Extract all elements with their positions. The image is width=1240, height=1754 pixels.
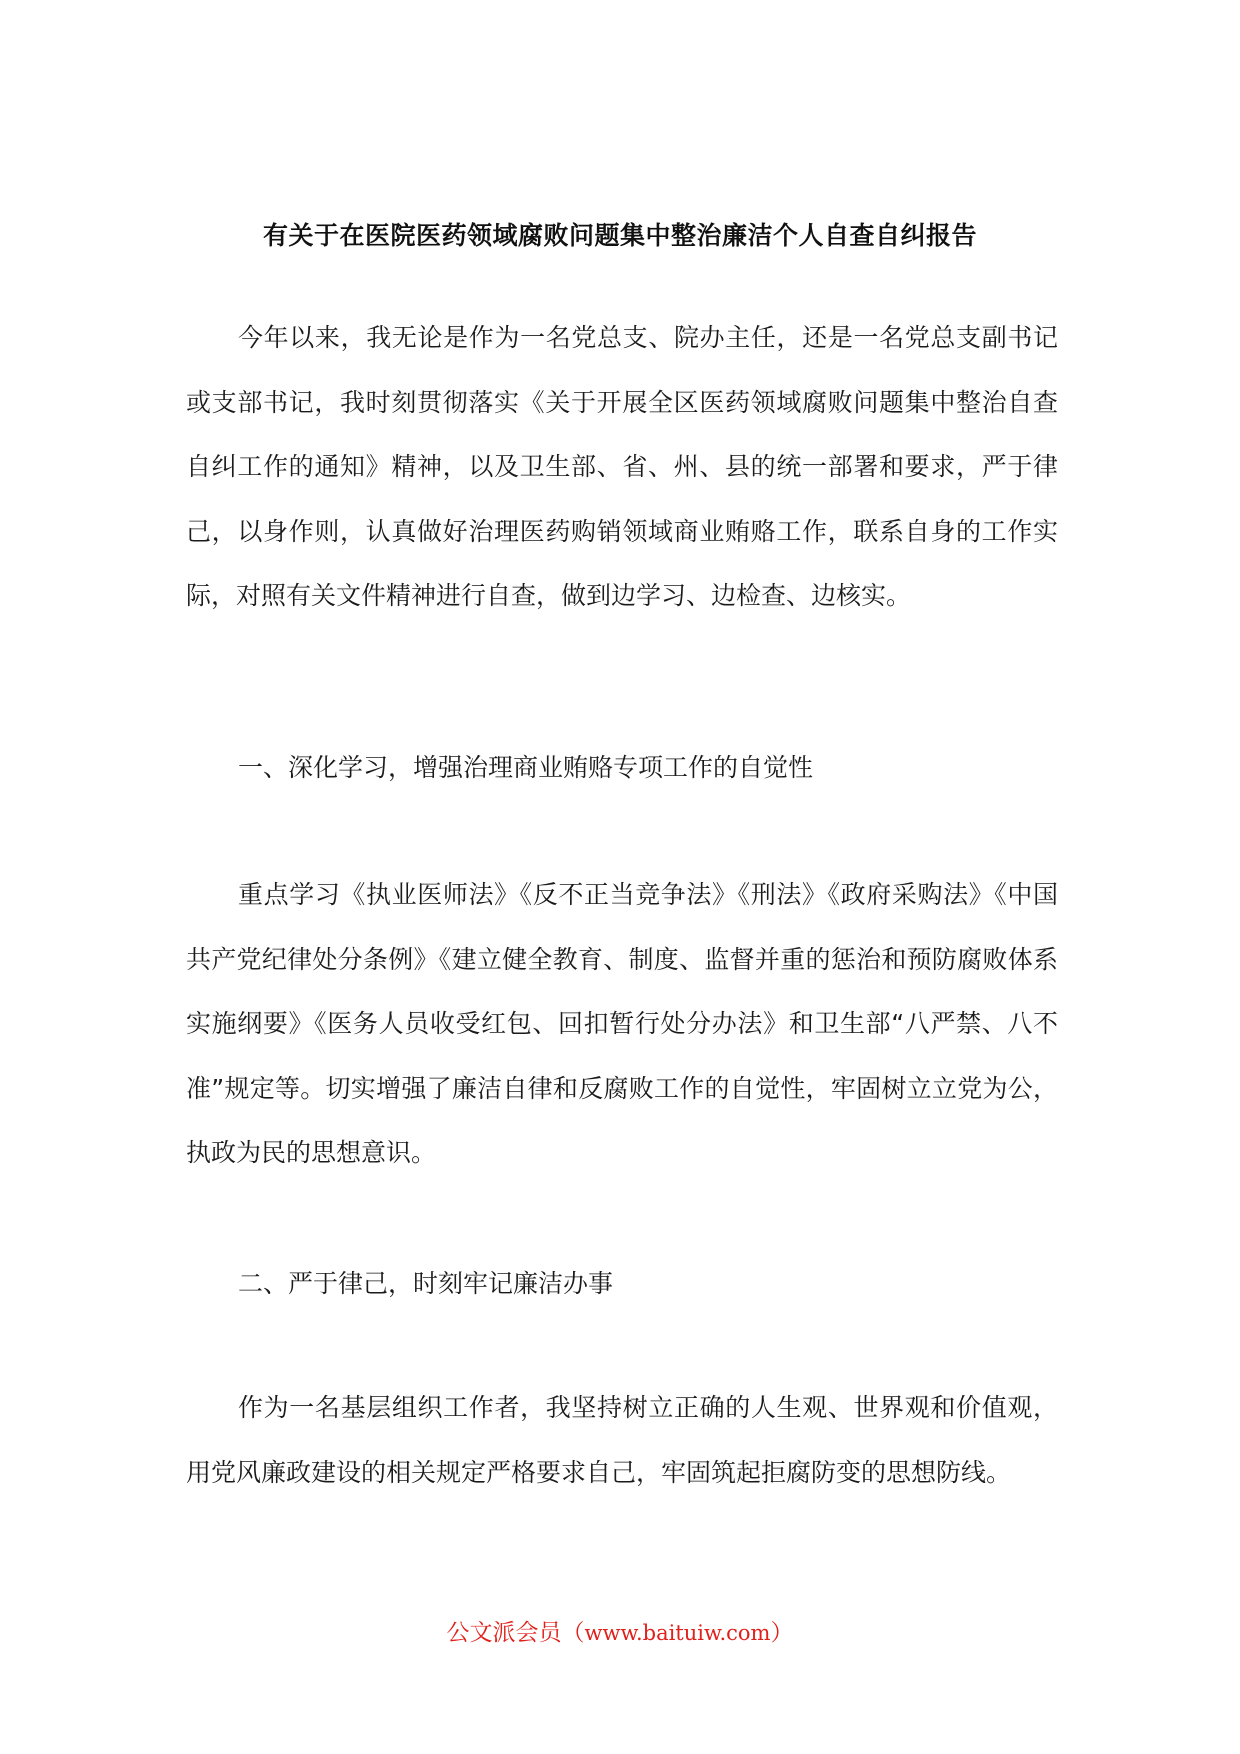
paragraph-section-1: 重点学习《执业医师法》《反不正当竞争法》《刑法》《政府采购法》《中国共产党纪律处分条例》《建立健全教育、制度、监督并重的惩治和预防腐败体系实施纲要》《医务人员收受红包、回扣暂行处分办法》和卫生部“八严禁、八不准”规定等。切实增强了廉洁自律和反腐败工作的自觉性，牢固树立立党为公，执政为民的思想意识。 [186, 880, 1058, 1167]
document-title: 有关于在医院医药领域腐败问题集中整治廉洁个人自查自纠报告 [262, 221, 977, 250]
paragraph-intro: 今年以来，我无论是作为一名党总支、院办主任，还是一名党总支副书记或支部书记，我时刻贯彻落实《关于开展全区医药领域腐败问题集中整治自查自纠工作的通知》精神，以及卫生部、省、州、县的统一部署和要求，严于律己，以身作则，认真做好治理医药购销领域商业贿赂工作，联系自身的工作实际，对照有关文件精神进行自查，做到边学习、边检查、边核实。 [186, 323, 1058, 610]
section-heading-1: 一、深化学习，增强治理商业贿赂专项工作的自觉性 [238, 753, 814, 782]
section-heading-2: 二、严于律己，时刻牢记廉洁办事 [238, 1269, 614, 1298]
footer-close: ） [770, 1620, 794, 1646]
footer-url: www.baituiw.com [584, 1621, 771, 1645]
footer-label: 公文派会员（ [446, 1620, 585, 1646]
footer-watermark [0, 1614, 1240, 1647]
paragraph-section-2: 作为一名基层组织工作者，我坚持树立正确的人生观、世界观和价值观，用党风廉政建设的相关规定严格要求自己，牢固筑起拒腐防变的思想防线。 [186, 1393, 1058, 1487]
